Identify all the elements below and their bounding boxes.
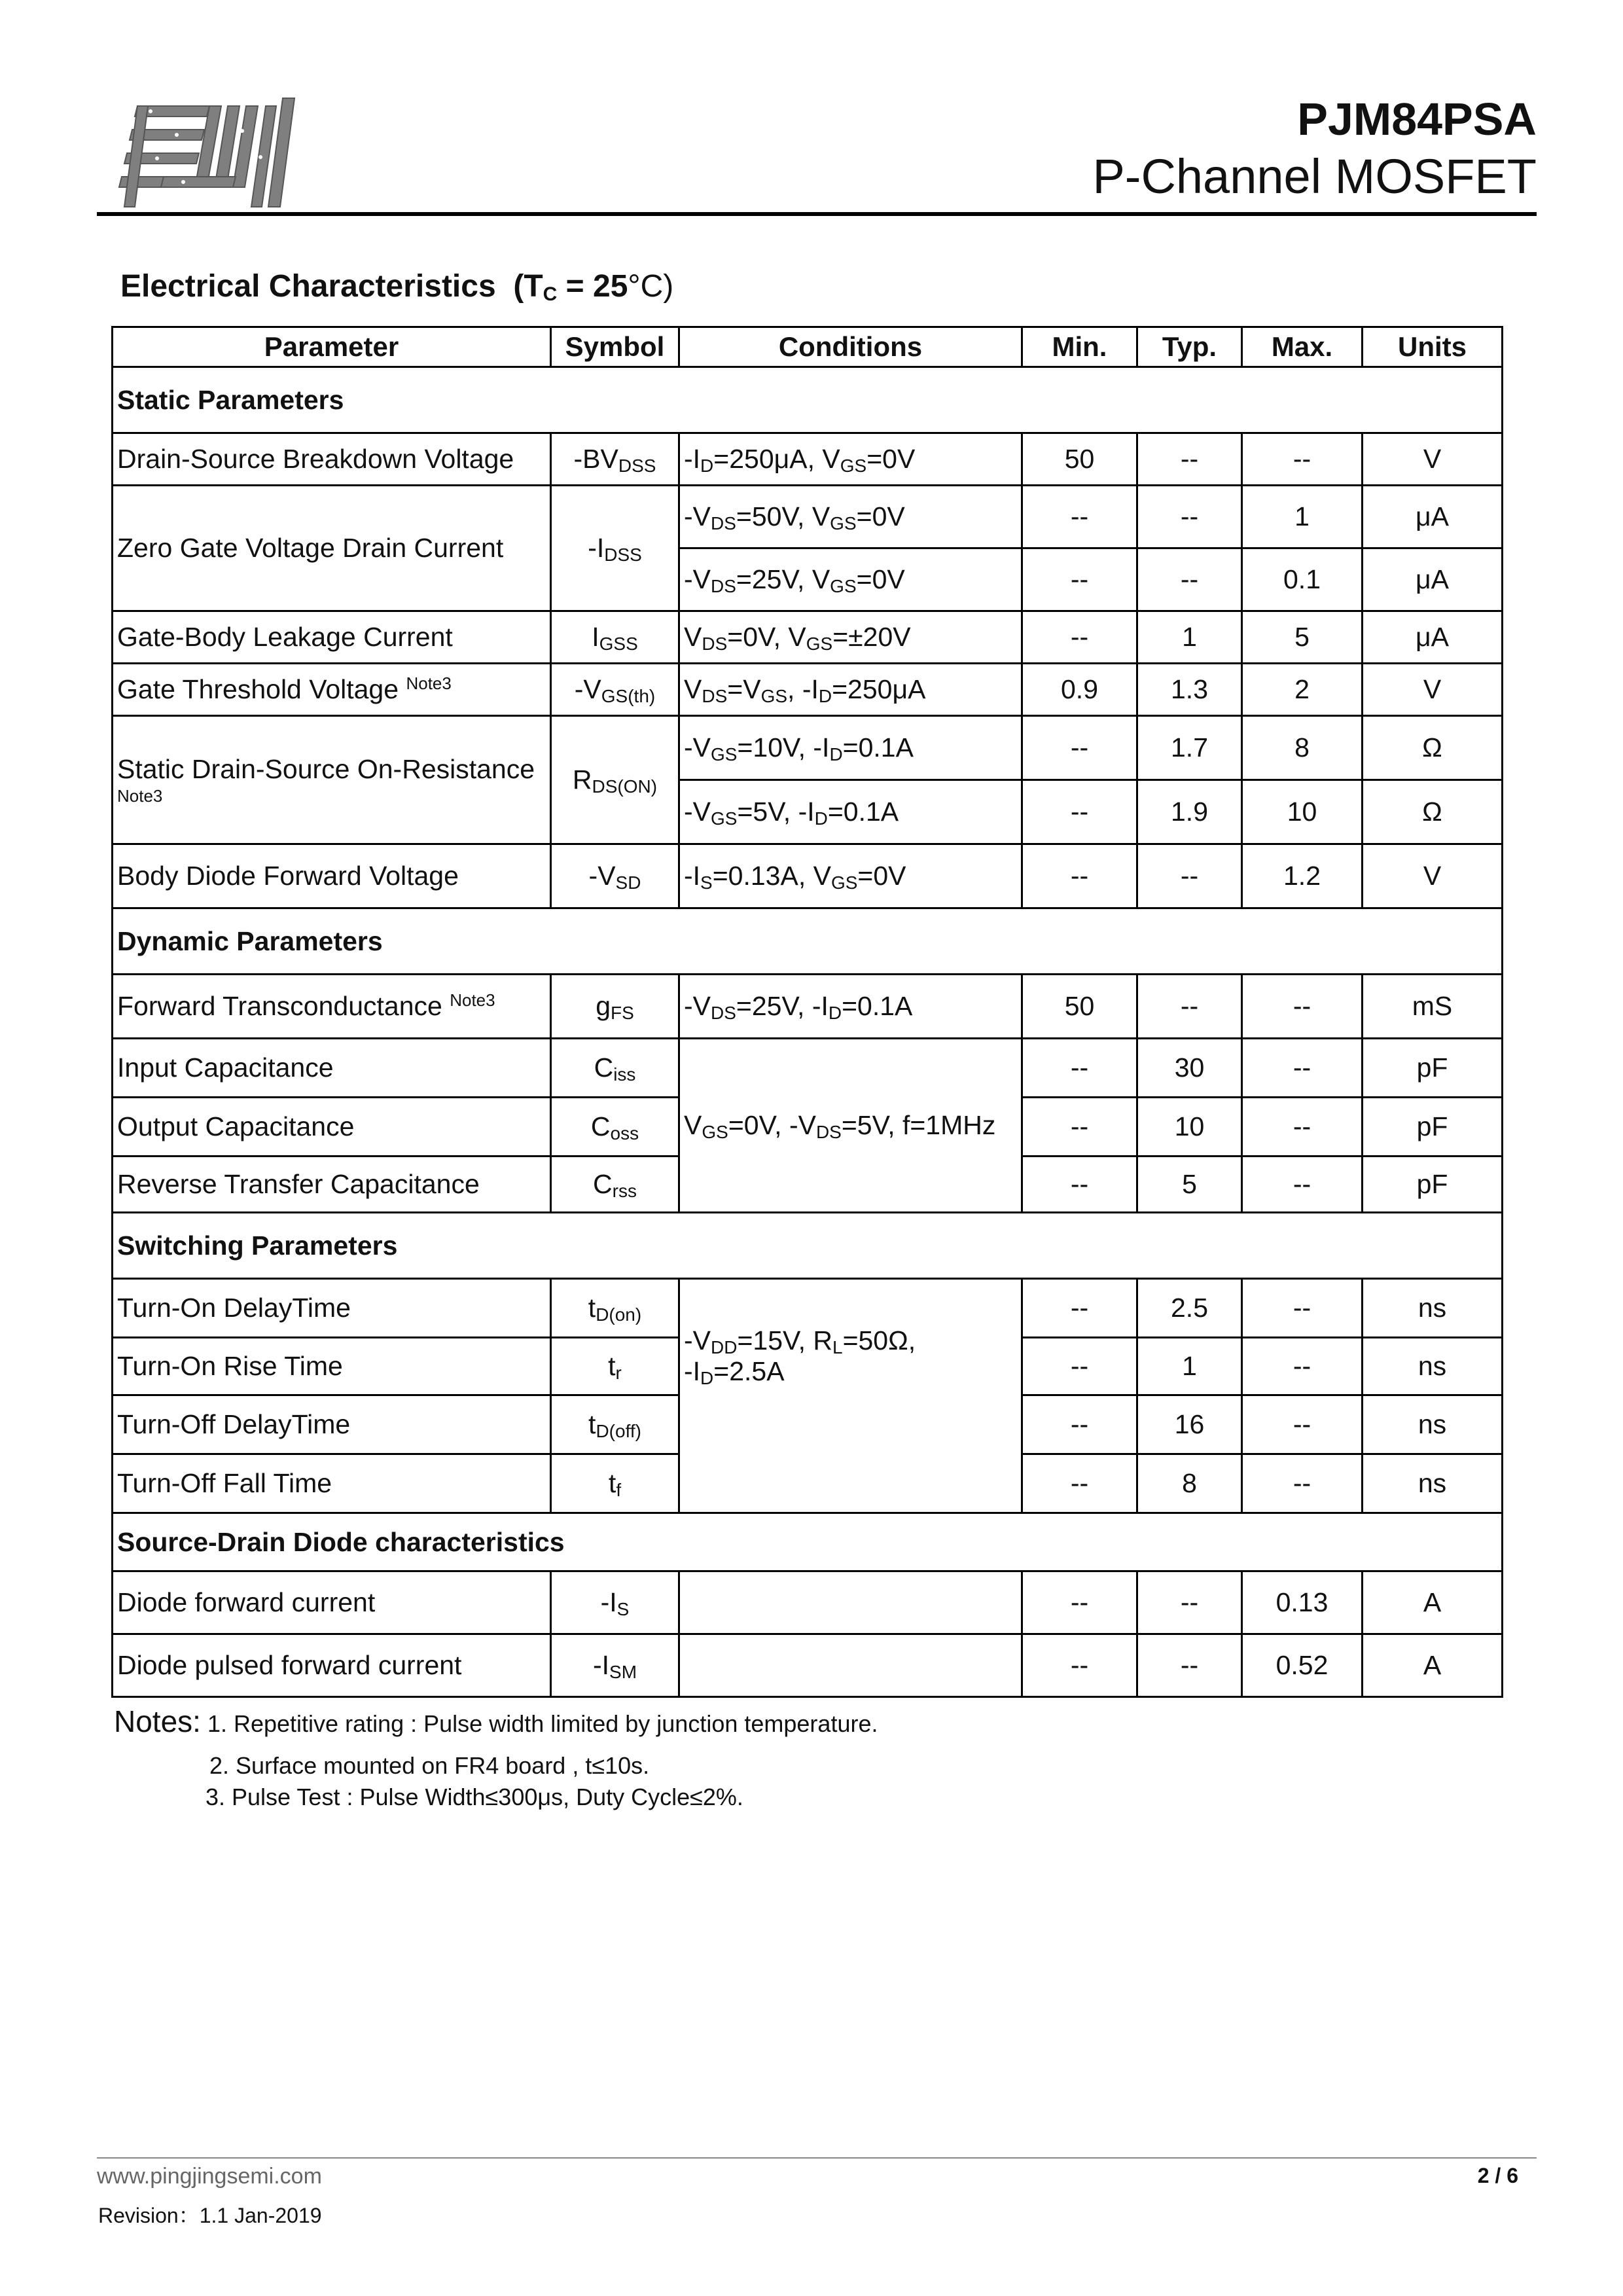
min-cell: -- — [1022, 1039, 1137, 1098]
note-1 — [114, 1700, 878, 1745]
note-ref: Note3 — [117, 785, 163, 806]
min-cell: -- — [1022, 486, 1137, 548]
t: =0V — [866, 444, 916, 474]
symbol-cell — [551, 433, 679, 486]
typ-cell: -- — [1137, 433, 1242, 486]
max-cell: 2 — [1242, 664, 1363, 716]
s: DS — [711, 513, 736, 533]
t: =5V, f=1MHz — [841, 1110, 996, 1140]
sym-sub: D(off) — [596, 1421, 641, 1441]
sym: t — [588, 1293, 596, 1323]
t: =0.1A — [827, 797, 899, 827]
unit-cell: μA — [1363, 611, 1503, 664]
notes-lead: Notes: — [114, 1704, 201, 1738]
min-cell: -- — [1022, 1454, 1137, 1513]
table-row — [113, 1039, 1503, 1098]
param-cell — [113, 975, 551, 1039]
t: -I — [684, 861, 701, 891]
max-cell: 1.2 — [1242, 844, 1363, 908]
sym: -I — [588, 533, 605, 563]
symbol-cell — [551, 1279, 679, 1338]
s: DS — [702, 686, 728, 706]
unit-cell: μA — [1363, 486, 1503, 548]
param-cell: Body Diode Forward Voltage — [113, 844, 551, 908]
cond-cell — [679, 611, 1022, 664]
unit-cell: ns — [1363, 1395, 1503, 1454]
symbol-cell — [551, 664, 679, 716]
s: GS — [840, 456, 867, 476]
typ-cell: 1.3 — [1137, 664, 1242, 716]
param-cell: Output Capacitance — [113, 1098, 551, 1157]
unit-cell: μA — [1363, 548, 1503, 611]
typ-cell: 1.7 — [1137, 716, 1242, 780]
sym-sub: DSS — [604, 545, 642, 565]
max-cell: -- — [1242, 433, 1363, 486]
symbol-cell — [551, 844, 679, 908]
cond-cell — [679, 486, 1022, 548]
unit-cell: A — [1363, 1571, 1503, 1634]
section-title-text: Electrical Characteristics — [120, 269, 496, 304]
symbol-cell — [551, 716, 679, 844]
table-row — [113, 1634, 1503, 1697]
min-cell: 50 — [1022, 975, 1137, 1039]
col-header: Typ. — [1137, 327, 1242, 367]
typ-cell: 1 — [1137, 1338, 1242, 1395]
cond-cell — [679, 1634, 1022, 1697]
footer-url: www.pingjingsemi.com — [97, 2164, 322, 2189]
min-cell: -- — [1022, 1157, 1137, 1213]
col-header: Symbol — [551, 327, 679, 367]
table-row — [113, 486, 1503, 548]
s: GS — [711, 808, 738, 829]
symbol-cell — [551, 1039, 679, 1098]
s: D — [700, 1368, 714, 1388]
cond-deg: °C) — [628, 269, 674, 304]
sym-sub: S — [616, 1599, 630, 1619]
table-row — [113, 1571, 1503, 1634]
t: -V — [684, 1325, 711, 1355]
note-2: 2. Surface mounted on FR4 board , t≤10s. — [209, 1752, 650, 1779]
unit-cell: Ω — [1363, 780, 1503, 844]
table-row — [113, 433, 1503, 486]
s: GS — [830, 872, 858, 893]
min-cell: -- — [1022, 611, 1137, 664]
s: DD — [711, 1337, 738, 1357]
min-cell: -- — [1022, 1098, 1137, 1157]
sym-sub: DS(ON) — [592, 776, 658, 797]
sym-sub: r — [615, 1363, 622, 1383]
typ-cell: -- — [1137, 844, 1242, 908]
page-number: 2 / 6 — [1477, 2164, 1518, 2187]
t: =0V — [856, 501, 905, 531]
sym-sub: rss — [612, 1181, 637, 1201]
sym: C — [593, 1169, 613, 1199]
table-row — [113, 844, 1503, 908]
section-row-switching: Switching Parameters — [113, 1213, 1503, 1279]
table-row — [113, 1279, 1503, 1338]
cond-cell — [679, 664, 1022, 716]
sym: R — [572, 764, 592, 795]
table-row — [113, 975, 1503, 1039]
s: D — [814, 808, 828, 829]
t: =0.13A, V — [712, 861, 831, 891]
s: D — [700, 456, 714, 476]
unit-cell: ns — [1363, 1338, 1503, 1395]
col-header: Units — [1363, 327, 1503, 367]
typ-cell: -- — [1137, 1634, 1242, 1697]
note-ref: Note3 — [450, 990, 495, 1010]
param-cell: Reverse Transfer Capacitance — [113, 1157, 551, 1213]
min-cell: -- — [1022, 844, 1137, 908]
symbol-cell — [551, 1338, 679, 1395]
cond-cell — [679, 1571, 1022, 1634]
table-row — [113, 611, 1503, 664]
param-cell: Turn-Off DelayTime — [113, 1395, 551, 1454]
param-cell: Drain-Source Breakdown Voltage — [113, 433, 551, 486]
revision: Revision：1.1 Jan-2019 — [98, 2204, 322, 2227]
s: D — [818, 686, 832, 706]
sym-sub: SM — [609, 1662, 637, 1682]
t: =0V, V — [727, 622, 806, 652]
t: =0V, -V — [728, 1110, 816, 1140]
t: =25V, -I — [736, 991, 829, 1021]
note-3: 3. Pulse Test : Pulse Width≤300μs, Duty Cycle≤2%. — [205, 1784, 743, 1810]
max-cell: -- — [1242, 1157, 1363, 1213]
min-cell: 50 — [1022, 433, 1137, 486]
s: L — [832, 1337, 843, 1357]
min-cell: -- — [1022, 1279, 1137, 1338]
t: -V — [684, 797, 711, 827]
table-row — [113, 664, 1503, 716]
sym: t — [608, 1468, 616, 1498]
section-row-diode: Source-Drain Diode characteristics — [113, 1513, 1503, 1571]
max-cell: 0.1 — [1242, 548, 1363, 611]
symbol-cell — [551, 1571, 679, 1634]
cond-cell — [679, 975, 1022, 1039]
table-row — [113, 716, 1503, 780]
unit-cell: pF — [1363, 1098, 1503, 1157]
max-cell: -- — [1242, 1338, 1363, 1395]
t: -V — [684, 991, 711, 1021]
sym: -BV — [573, 444, 618, 474]
company-logo — [111, 92, 321, 209]
symbol-cell — [551, 1098, 679, 1157]
t: V — [684, 1110, 702, 1140]
sym-sub: DSS — [618, 456, 656, 476]
s: D — [829, 744, 843, 764]
sym: C — [594, 1052, 614, 1083]
max-cell: 5 — [1242, 611, 1363, 664]
param-cell: Turn-Off Fall Time — [113, 1454, 551, 1513]
param-cell: Turn-On Rise Time — [113, 1338, 551, 1395]
typ-cell: 2.5 — [1137, 1279, 1242, 1338]
section-row-static: Static Parameters — [113, 367, 1503, 433]
t: =5V, -I — [737, 797, 815, 827]
sym: g — [596, 991, 611, 1021]
document-header — [1092, 92, 1537, 207]
s: DS — [702, 634, 728, 654]
cond-eq: = 25 — [557, 269, 628, 304]
sym-sub: oss — [610, 1123, 639, 1143]
sym: -V — [588, 861, 616, 891]
t: =0.1A — [842, 732, 914, 762]
symbol-cell — [551, 975, 679, 1039]
symbol-cell — [551, 1634, 679, 1697]
table-header-row — [113, 327, 1503, 367]
param-cell: Zero Gate Voltage Drain Current — [113, 486, 551, 611]
sym-sub: FS — [611, 1003, 634, 1023]
sym: t — [588, 1409, 596, 1439]
min-cell: -- — [1022, 716, 1137, 780]
sym-sub: GSS — [599, 634, 638, 654]
cond-cell — [679, 780, 1022, 844]
s: DS — [815, 1122, 842, 1142]
sym-sub: GS(th) — [601, 686, 656, 706]
param-cell: Diode forward current — [113, 1571, 551, 1634]
s: GS — [702, 1122, 728, 1142]
param-text: Gate Threshold Voltage — [117, 674, 399, 704]
s: S — [700, 872, 713, 893]
sym: -I — [600, 1587, 617, 1617]
typ-cell: 10 — [1137, 1098, 1242, 1157]
s: GS — [760, 686, 788, 706]
cond-cell — [679, 1039, 1022, 1213]
param-cell — [113, 664, 551, 716]
t: =0.1A — [842, 991, 913, 1021]
sym: C — [590, 1111, 611, 1141]
header-divider — [97, 212, 1537, 216]
unit-cell: pF — [1363, 1157, 1503, 1213]
sym: t — [608, 1351, 616, 1381]
min-cell: -- — [1022, 780, 1137, 844]
cond-cell — [679, 716, 1022, 780]
symbol-cell — [551, 611, 679, 664]
t: =25V, V — [736, 564, 830, 594]
sym: I — [592, 622, 599, 652]
s: GS — [830, 513, 857, 533]
max-cell: 0.52 — [1242, 1634, 1363, 1697]
t: =±20V — [832, 622, 911, 652]
min-cell: -- — [1022, 1395, 1137, 1454]
max-cell: -- — [1242, 1454, 1363, 1513]
min-cell: -- — [1022, 548, 1137, 611]
typ-cell: -- — [1137, 486, 1242, 548]
max-cell: -- — [1242, 1098, 1363, 1157]
s: GS — [806, 634, 833, 654]
notes — [114, 1700, 878, 1818]
unit-cell: A — [1363, 1634, 1503, 1697]
part-number: PJM84PSA — [1297, 94, 1537, 145]
cond-cell — [679, 1279, 1022, 1513]
min-cell: -- — [1022, 1571, 1137, 1634]
typ-cell: 1 — [1137, 611, 1242, 664]
typ-cell: -- — [1137, 975, 1242, 1039]
section-title — [120, 268, 673, 304]
param-text: Forward Transconductance — [117, 991, 442, 1021]
typ-cell: -- — [1137, 548, 1242, 611]
col-header: Min. — [1022, 327, 1137, 367]
max-cell: -- — [1242, 1279, 1363, 1338]
note-ref: Note3 — [406, 673, 452, 693]
unit-cell: V — [1363, 433, 1503, 486]
param-cell: Diode pulsed forward current — [113, 1634, 551, 1697]
s: DS — [711, 576, 736, 596]
t: =V — [727, 674, 761, 704]
typ-cell: 5 — [1137, 1157, 1242, 1213]
symbol-cell — [551, 1395, 679, 1454]
t: V — [684, 674, 702, 704]
typ-cell: 8 — [1137, 1454, 1242, 1513]
sym: -V — [574, 674, 601, 704]
typ-cell: -- — [1137, 1571, 1242, 1634]
symbol-cell — [551, 1157, 679, 1213]
min-cell: 0.9 — [1022, 664, 1137, 716]
t: =10V, -I — [737, 732, 830, 762]
max-cell: 1 — [1242, 486, 1363, 548]
t: -V — [684, 732, 711, 762]
t: -V — [684, 501, 711, 531]
cond-cell — [679, 548, 1022, 611]
t: =15V, R — [737, 1325, 832, 1355]
sym: -I — [592, 1650, 610, 1680]
cond-open: (T — [513, 269, 543, 304]
symbol-cell — [551, 486, 679, 611]
sym-sub: D(on) — [596, 1304, 642, 1325]
t: -I — [684, 1356, 701, 1386]
footer-divider — [97, 2157, 1537, 2159]
cond-cell — [679, 433, 1022, 486]
s: GS — [830, 576, 857, 596]
unit-cell: ns — [1363, 1279, 1503, 1338]
cond-sub: C — [543, 283, 558, 305]
param-cell: Input Capacitance — [113, 1039, 551, 1098]
sym-sub: SD — [615, 872, 641, 893]
param-text: Static Drain-Source On-Resistance — [117, 753, 535, 784]
note-1-text: 1. Repetitive rating : Pulse width limited by junction temperature. — [207, 1710, 878, 1737]
unit-cell: pF — [1363, 1039, 1503, 1098]
unit-cell: ns — [1363, 1454, 1503, 1513]
typ-cell: 30 — [1137, 1039, 1242, 1098]
min-cell: -- — [1022, 1338, 1137, 1395]
t: =2.5A — [713, 1356, 785, 1386]
unit-cell: V — [1363, 844, 1503, 908]
param-cell: Gate-Body Leakage Current — [113, 611, 551, 664]
t: =250μA, V — [713, 444, 840, 474]
sym-sub: f — [616, 1480, 622, 1500]
s: D — [828, 1003, 842, 1023]
col-header: Max. — [1242, 327, 1363, 367]
max-cell: 10 — [1242, 780, 1363, 844]
min-cell: -- — [1022, 1634, 1137, 1697]
s: GS — [711, 744, 738, 764]
symbol-cell — [551, 1454, 679, 1513]
param-cell: Turn-On DelayTime — [113, 1279, 551, 1338]
t: =0V — [857, 861, 906, 891]
param-cell — [113, 716, 551, 844]
max-cell: -- — [1242, 975, 1363, 1039]
typ-cell: 1.9 — [1137, 780, 1242, 844]
device-type: P-Channel MOSFET — [1092, 149, 1537, 204]
col-header: Conditions — [679, 327, 1022, 367]
t: =0V — [856, 564, 905, 594]
s: DS — [711, 1003, 736, 1023]
t: =50V, V — [736, 501, 830, 531]
typ-cell: 16 — [1137, 1395, 1242, 1454]
sym-sub: iss — [613, 1064, 636, 1085]
t: -I — [684, 444, 701, 474]
t: V — [684, 622, 702, 652]
t: =250μA — [832, 674, 926, 704]
cond-cell — [679, 844, 1022, 908]
col-header: Parameter — [113, 327, 551, 367]
section-row-dynamic: Dynamic Parameters — [113, 908, 1503, 975]
t: , -I — [787, 674, 819, 704]
unit-cell: Ω — [1363, 716, 1503, 780]
max-cell: -- — [1242, 1395, 1363, 1454]
max-cell: 8 — [1242, 716, 1363, 780]
t: =50Ω, — [842, 1325, 916, 1355]
max-cell: -- — [1242, 1039, 1363, 1098]
unit-cell: V — [1363, 664, 1503, 716]
t: -V — [684, 564, 711, 594]
electrical-characteristics-table — [111, 326, 1503, 1698]
unit-cell: mS — [1363, 975, 1503, 1039]
max-cell: 0.13 — [1242, 1571, 1363, 1634]
